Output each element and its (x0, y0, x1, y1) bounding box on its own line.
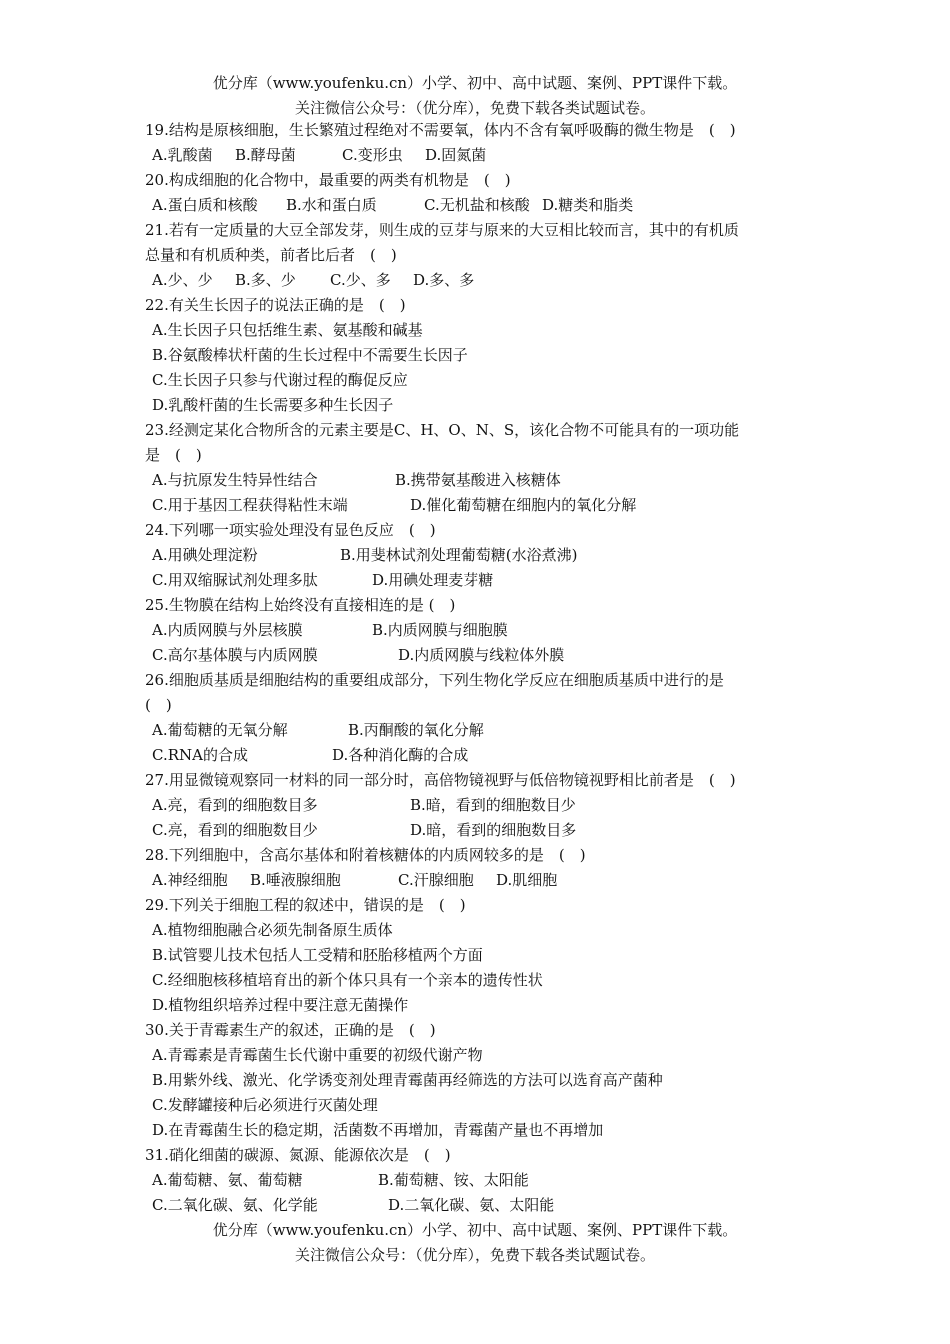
question-24-options-cd (145, 568, 810, 593)
question-29-option-a: A.植物细胞融合必须先制备原生质体 (152, 921, 393, 939)
question-28-option-a: A.神经细胞 (152, 871, 228, 889)
question-25-option-d: D.内质网膜与线粒体外膜 (398, 646, 565, 664)
question-25-stem: 25.生物膜在结构上始终没有直接相连的是 ( ) (145, 596, 456, 614)
question-22-stem: 22.有关生长因子的说法正确的是 ( ) (145, 296, 406, 314)
page-footer (0, 1218, 950, 1268)
question-30-stem: 30.关于青霉素生产的叙述，正确的是 ( ) (145, 1021, 436, 1039)
question-21-option-c: C.少、多 (330, 271, 391, 289)
question-20-option-c: C.无机盐和核酸 (424, 196, 530, 214)
question-26-stem-line-2: ( ) (145, 696, 172, 714)
question-24-stem: 24.下列哪一项实验处理没有显色反应 ( ) (145, 521, 436, 539)
question-30-option-c: C.发酵罐接种后必须进行灭菌处理 (152, 1096, 378, 1114)
question-20-stem: 20.构成细胞的化合物中，最重要的两类有机物是 ( ) (145, 171, 511, 189)
question-19-options (145, 143, 810, 168)
question-19-option-d: D.固氮菌 (425, 146, 487, 164)
question-23-stem-line-2: 是 ( ) (145, 446, 202, 464)
question-25-options-cd (145, 643, 810, 668)
question-27-option-b: B.暗，看到的细胞数目少 (410, 796, 576, 814)
question-31-option-d: D.二氧化碳、氨、太阳能 (388, 1196, 555, 1214)
question-27-option-c: C.亮，看到的细胞数目少 (152, 821, 318, 839)
header-line-2: 关注微信公众号：（优分库），免费下载各类试题试卷。 (294, 99, 655, 117)
question-22-option-a: A.生长因子只包括维生素、氨基酸和碱基 (152, 321, 423, 339)
page-header (0, 71, 950, 121)
question-28-option-c: C.汗腺细胞 (398, 871, 474, 889)
header-line-1: 优分库（www.youfenku.cn）小学、初中、高中试题、案例、PPT课件下载。 (212, 74, 738, 92)
question-31-option-a: A.葡萄糖、氨、葡萄糖 (152, 1171, 303, 1189)
question-26-option-b: B.丙酮酸的氧化分解 (348, 721, 484, 739)
question-27-option-d: D.暗，看到的细胞数目多 (410, 821, 577, 839)
question-23-option-d: D.催化葡萄糖在细胞内的氧化分解 (410, 496, 637, 514)
question-26-options-ab (145, 718, 810, 743)
question-26-option-a: A.葡萄糖的无氧分解 (152, 721, 288, 739)
question-30-option-d: D.在青霉菌生长的稳定期，活菌数不再增加，青霉菌产量也不再增加 (152, 1121, 604, 1139)
question-23-options-ab (145, 468, 810, 493)
question-20-option-b: B.水和蛋白质 (286, 196, 377, 214)
question-21-stem-line-2: 总量和有机质种类，前者比后者 ( ) (145, 246, 397, 264)
question-31-stem: 31.硝化细菌的碳源、氮源、能源依次是 ( ) (145, 1146, 451, 1164)
question-26-options-cd (145, 743, 810, 768)
question-29-stem: 29.下列关于细胞工程的叙述中，错误的是 ( ) (145, 896, 466, 914)
question-23-option-b: B.携带氨基酸进入核糖体 (395, 471, 561, 489)
question-27-options-cd (145, 818, 810, 843)
question-28-options (145, 868, 810, 893)
question-19-option-c: C.变形虫 (342, 146, 403, 164)
question-24-option-c: C.用双缩脲试剂处理多肽 (152, 571, 318, 589)
question-20-option-d: D.糖类和脂类 (542, 196, 634, 214)
question-23-stem-line-1: 23.经测定某化合物所含的元素主要是C、H、O、N、S，该化合物不可能具有的一项功能 (145, 421, 740, 439)
question-26-option-c: C.RNA的合成 (152, 746, 248, 764)
question-22-option-c: C.生长因子只参与代谢过程的酶促反应 (152, 371, 408, 389)
question-29-option-c: C.经细胞核移植培育出的新个体只具有一个亲本的遗传性状 (152, 971, 543, 989)
question-30-option-a: A.青霉素是青霉菌生长代谢中重要的初级代谢产物 (152, 1046, 483, 1064)
question-26-stem-line-1: 26.细胞质基质是细胞结构的重要组成部分，下列生物化学反应在细胞质基质中进行的是 (145, 671, 724, 689)
question-21-option-a: A.少、少 (152, 271, 213, 289)
question-24-option-a: A.用碘处理淀粉 (152, 546, 258, 564)
question-29-option-b: B.试管婴儿技术包括人工受精和胚胎移植两个方面 (152, 946, 483, 964)
question-23-option-a: A.与抗原发生特异性结合 (152, 471, 318, 489)
question-23-options-cd (145, 493, 810, 518)
question-25-option-b: B.内质网膜与细胞膜 (372, 621, 508, 639)
question-27-option-a: A.亮，看到的细胞数目多 (152, 796, 318, 814)
footer-line-2: 关注微信公众号：（优分库），免费下载各类试题试卷。 (294, 1246, 655, 1264)
question-25-options-ab (145, 618, 810, 643)
question-28-option-b: B.唾液腺细胞 (250, 871, 341, 889)
footer-line-1: 优分库（www.youfenku.cn）小学、初中、高中试题、案例、PPT课件下载。 (212, 1221, 738, 1239)
question-28-option-d: D.肌细胞 (496, 871, 558, 889)
question-31-options-cd (145, 1193, 810, 1218)
question-23-option-c: C.用于基因工程获得粘性末端 (152, 496, 348, 514)
question-22-option-b: B.谷氨酸棒状杆菌的生长过程中不需要生长因子 (152, 346, 468, 364)
question-20-option-a: A.蛋白质和核酸 (152, 196, 258, 214)
question-31-option-c: C.二氧化碳、氨、化学能 (152, 1196, 318, 1214)
question-24-option-d: D.用碘处理麦芽糖 (372, 571, 494, 589)
question-24-option-b: B.用斐林试剂处理葡萄糖(水浴煮沸) (340, 546, 578, 564)
question-19-stem: 19.结构是原核细胞，生长繁殖过程绝对不需要氧，体内不含有氧呼吸酶的微生物是 ( ) (145, 121, 736, 139)
question-22-option-d: D.乳酸杆菌的生长需要多种生长因子 (152, 396, 394, 414)
question-27-stem: 27.用显微镜观察同一材料的同一部分时，高倍物镜视野与低倍物镜视野相比前者是 ( ) (145, 771, 736, 789)
question-29-option-d: D.植物组织培养过程中要注意无菌操作 (152, 996, 409, 1014)
question-31-option-b: B.葡萄糖、铵、太阳能 (378, 1171, 529, 1189)
question-25-option-c: C.高尔基体膜与内质网膜 (152, 646, 318, 664)
question-28-stem: 28.下列细胞中，含高尔基体和附着核糖体的内质网较多的是 ( ) (145, 846, 586, 864)
question-26-option-d: D.各种消化酶的合成 (332, 746, 469, 764)
question-21-stem-line-1: 21.若有一定质量的大豆全部发芽，则生成的豆芽与原来的大豆相比较而言，其中的有机质 (145, 221, 739, 239)
question-30-option-b: B.用紫外线、激光、化学诱变剂处理青霉菌再经筛选的方法可以选育高产菌种 (152, 1071, 663, 1089)
question-20-options (145, 193, 810, 218)
question-list (145, 118, 810, 1218)
question-21-options (145, 268, 810, 293)
question-25-option-a: A.内质网膜与外层核膜 (152, 621, 303, 639)
question-27-options-ab (145, 793, 810, 818)
question-21-option-d: D.多、多 (413, 271, 475, 289)
question-19-option-b: B.酵母菌 (235, 146, 296, 164)
question-31-options-ab (145, 1168, 810, 1193)
question-21-option-b: B.多、少 (235, 271, 296, 289)
question-24-options-ab (145, 543, 810, 568)
question-19-option-a: A.乳酸菌 (152, 146, 213, 164)
